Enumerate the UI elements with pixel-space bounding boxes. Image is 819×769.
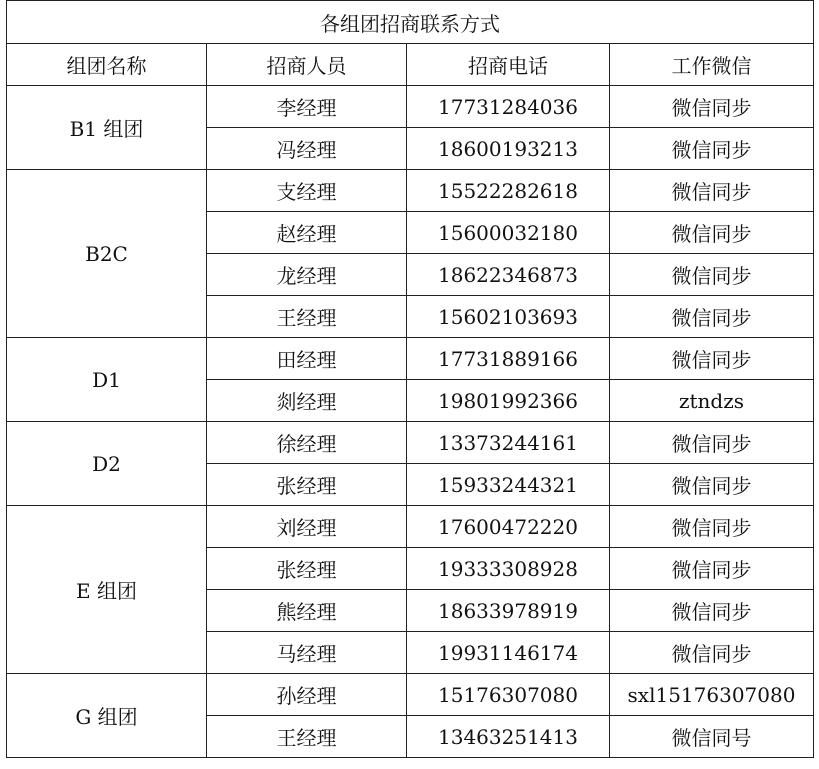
person-cell: 王经理 xyxy=(207,296,407,338)
wechat-cell: 微信同步 xyxy=(610,128,814,170)
person-cell: 孙经理 xyxy=(207,674,407,716)
wechat-cell: 微信同步 xyxy=(610,548,814,590)
table-body xyxy=(7,86,814,758)
table-title: 各组团招商联系方式 xyxy=(7,1,814,44)
table-row xyxy=(7,506,814,548)
wechat-cell: 微信同步 xyxy=(610,506,814,548)
group-name-cell: D2 xyxy=(7,422,207,506)
table-row xyxy=(7,170,814,212)
phone-cell: 13373244161 xyxy=(407,422,610,464)
wechat-cell: 微信同步 xyxy=(610,422,814,464)
contact-table xyxy=(6,0,814,758)
wechat-cell: 微信同步 xyxy=(610,212,814,254)
wechat-cell: ztndzs xyxy=(610,380,814,422)
wechat-cell: 微信同步 xyxy=(610,170,814,212)
person-cell: 冯经理 xyxy=(207,128,407,170)
phone-cell: 15602103693 xyxy=(407,296,610,338)
phone-cell: 17731889166 xyxy=(407,338,610,380)
person-cell: 龙经理 xyxy=(207,254,407,296)
table-title-row xyxy=(7,1,814,44)
phone-cell: 18600193213 xyxy=(407,128,610,170)
phone-cell: 19931146174 xyxy=(407,632,610,674)
person-cell: 马经理 xyxy=(207,632,407,674)
phone-cell: 15933244321 xyxy=(407,464,610,506)
group-name-cell: B2C xyxy=(7,170,207,338)
wechat-cell: sxl15176307080 xyxy=(610,674,814,716)
table-row xyxy=(7,86,814,128)
group-name-cell: B1 组团 xyxy=(7,86,207,170)
wechat-cell: 微信同步 xyxy=(610,632,814,674)
table-row xyxy=(7,674,814,716)
wechat-cell: 微信同步 xyxy=(610,86,814,128)
wechat-cell: 微信同步 xyxy=(610,590,814,632)
phone-cell: 19801992366 xyxy=(407,380,610,422)
phone-cell: 13463251413 xyxy=(407,716,610,758)
wechat-cell: 微信同步 xyxy=(610,338,814,380)
person-cell: 徐经理 xyxy=(207,422,407,464)
header-wechat: 工作微信 xyxy=(610,44,814,86)
header-group-name: 组团名称 xyxy=(7,44,207,86)
person-cell: 田经理 xyxy=(207,338,407,380)
table-row xyxy=(7,422,814,464)
person-cell: 李经理 xyxy=(207,86,407,128)
person-cell: 王经理 xyxy=(207,716,407,758)
wechat-cell: 微信同号 xyxy=(610,716,814,758)
person-cell: 张经理 xyxy=(207,464,407,506)
person-cell: 熊经理 xyxy=(207,590,407,632)
header-person: 招商人员 xyxy=(207,44,407,86)
phone-cell: 18633978919 xyxy=(407,590,610,632)
phone-cell: 17731284036 xyxy=(407,86,610,128)
phone-cell: 15176307080 xyxy=(407,674,610,716)
person-cell: 张经理 xyxy=(207,548,407,590)
phone-cell: 19333308928 xyxy=(407,548,610,590)
table-row xyxy=(7,338,814,380)
phone-cell: 17600472220 xyxy=(407,506,610,548)
phone-cell: 15522282618 xyxy=(407,170,610,212)
group-name-cell: G 组团 xyxy=(7,674,207,758)
person-cell: 刘经理 xyxy=(207,506,407,548)
header-phone: 招商电话 xyxy=(407,44,610,86)
wechat-cell: 微信同步 xyxy=(610,464,814,506)
group-name-cell: D1 xyxy=(7,338,207,422)
person-cell: 剡经理 xyxy=(207,380,407,422)
person-cell: 支经理 xyxy=(207,170,407,212)
wechat-cell: 微信同步 xyxy=(610,254,814,296)
group-name-cell: E 组团 xyxy=(7,506,207,674)
person-cell: 赵经理 xyxy=(207,212,407,254)
phone-cell: 15600032180 xyxy=(407,212,610,254)
phone-cell: 18622346873 xyxy=(407,254,610,296)
wechat-cell: 微信同步 xyxy=(610,296,814,338)
table-header-row xyxy=(7,44,814,86)
contact-table-container xyxy=(6,0,813,758)
